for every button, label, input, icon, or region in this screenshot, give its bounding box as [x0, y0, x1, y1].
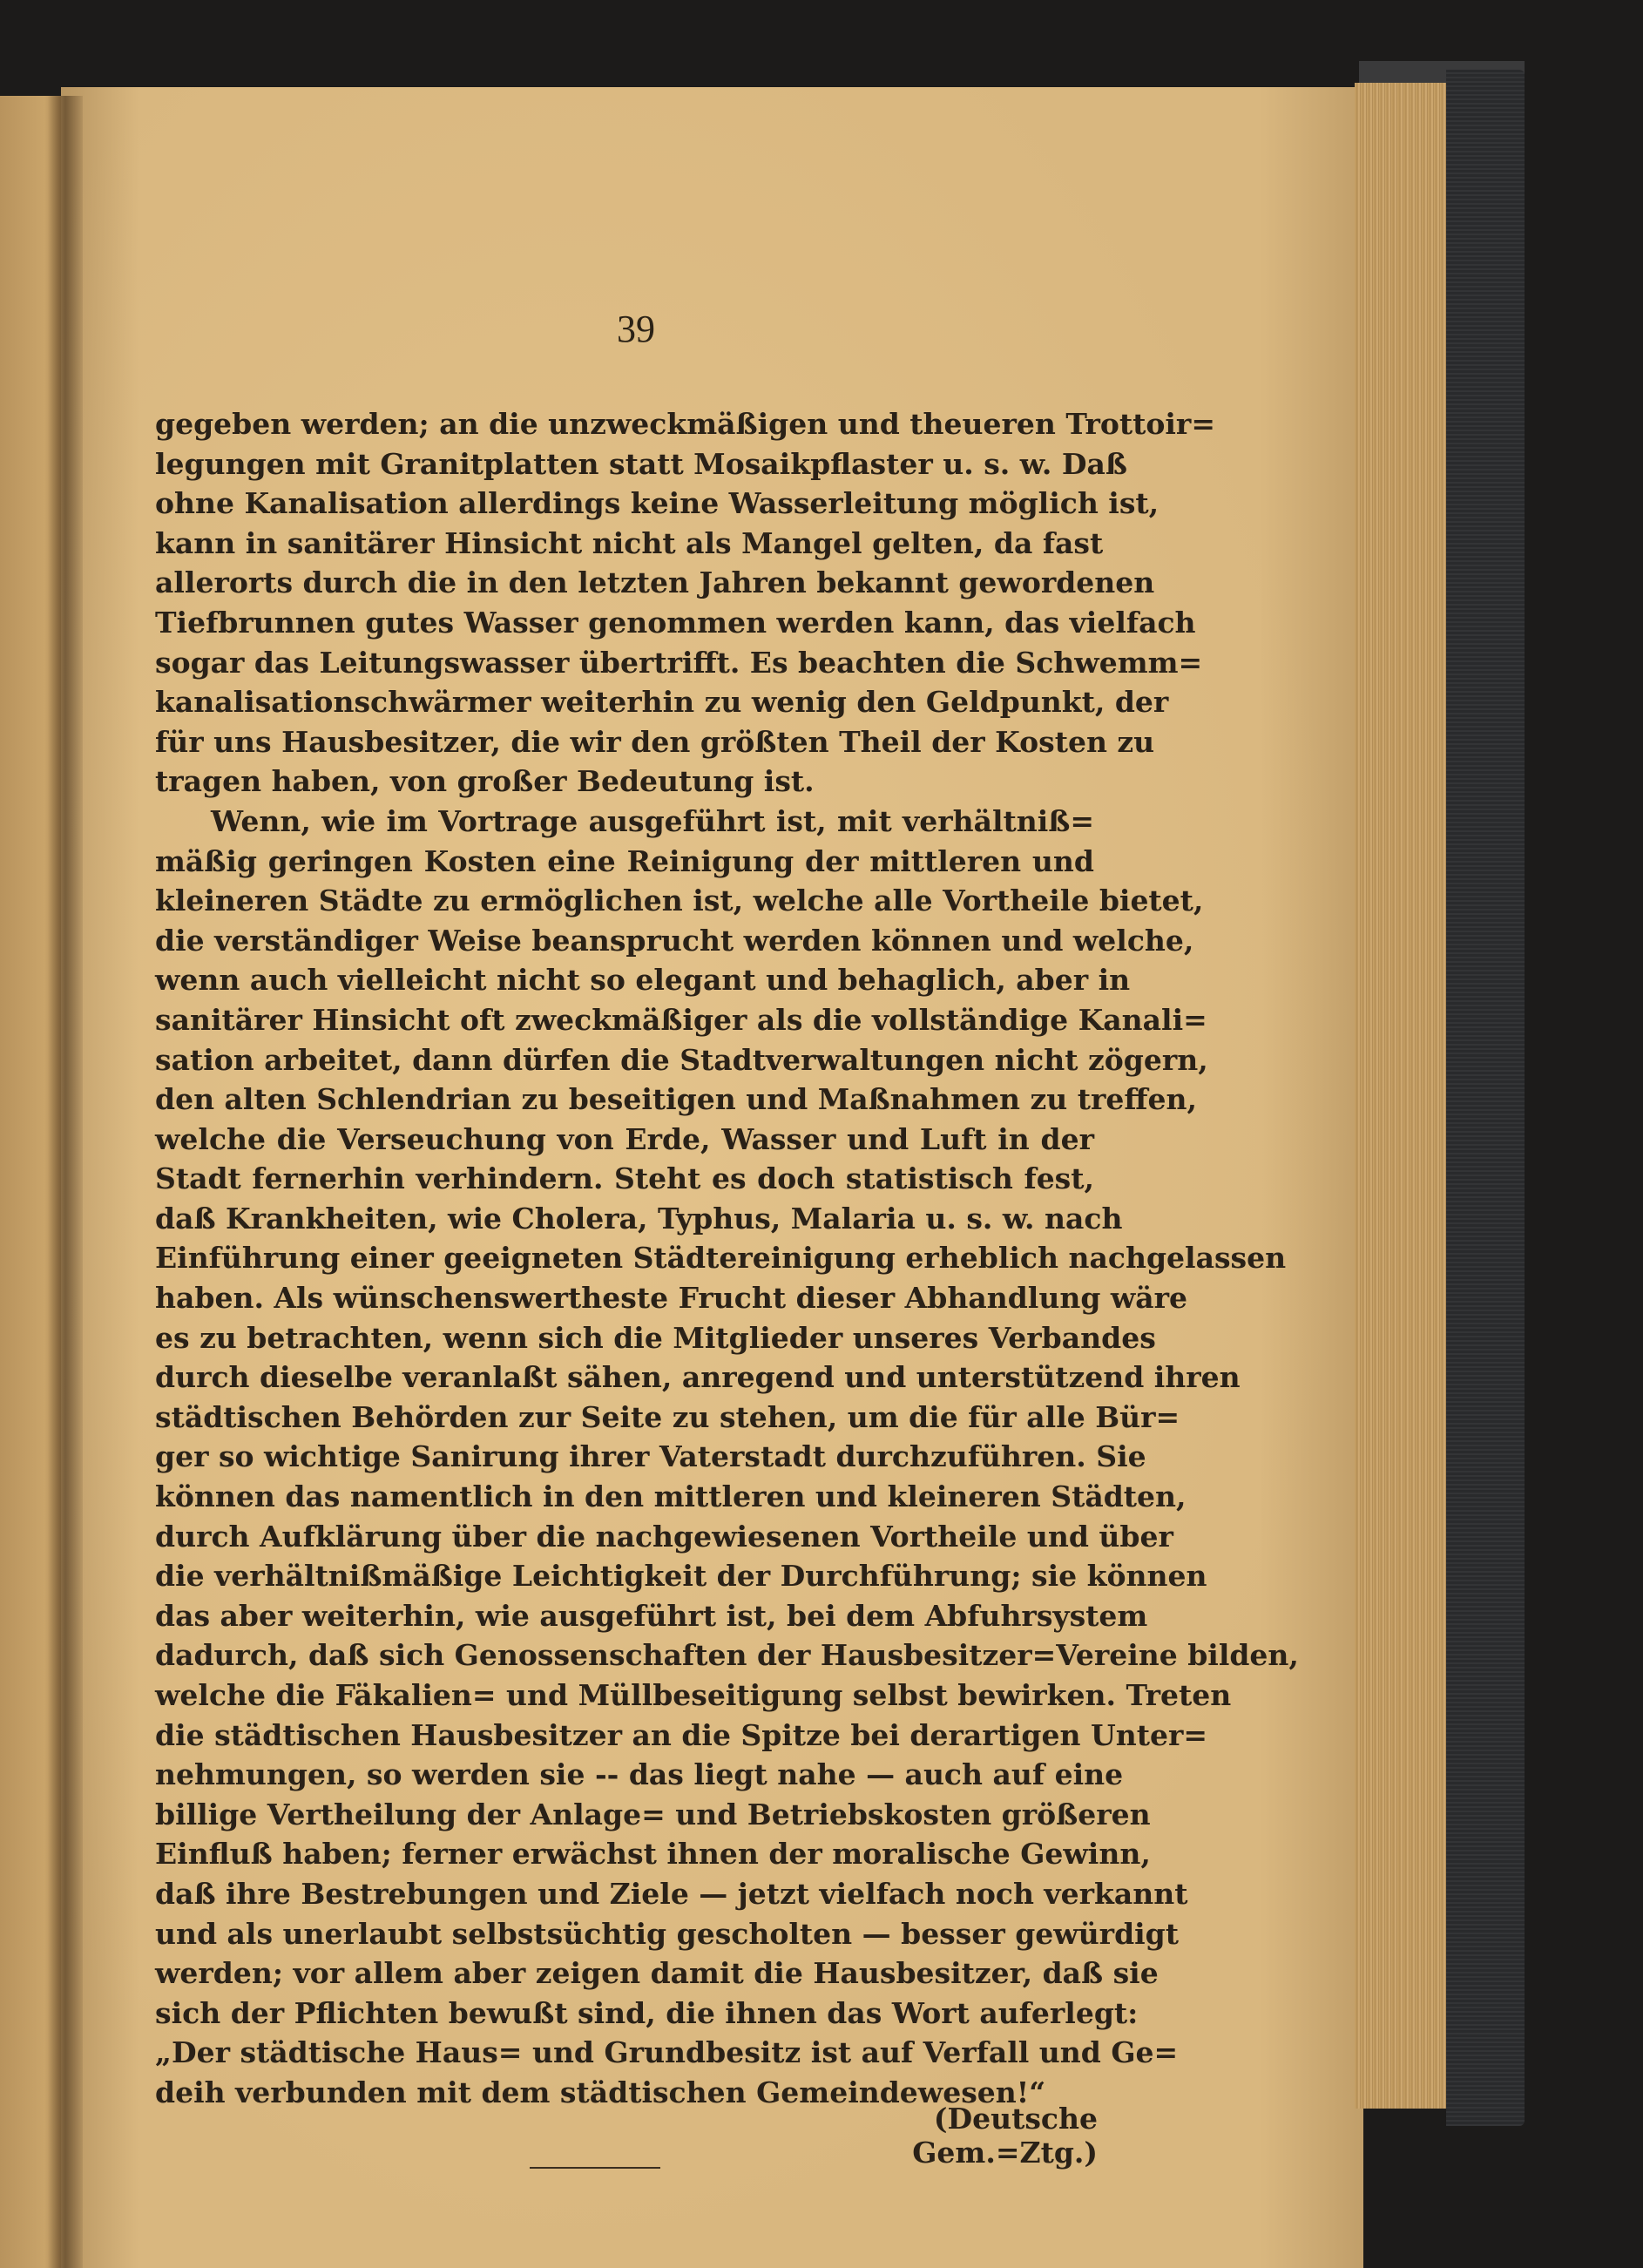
- text-line: sanitärer Hinsicht oft zweckmäßiger als die vollständige Kanali=: [155, 1002, 1207, 1037]
- text-line: gegeben werden; an die unzweckmäßigen und theueren Trottoir=: [155, 407, 1215, 441]
- text-line: ohne Kanalisation allerdings keine Wasserleitung möglich ist,: [155, 486, 1160, 521]
- text-line: welche die Fäkalien= und Müllbeseitigung selbst bewirken. Treten: [155, 1678, 1232, 1712]
- text-line: billige Vertheilung der Anlage= und Betriebskosten größeren: [155, 1797, 1151, 1831]
- text-line: legungen mit Granitplatten statt Mosaikpflaster u. s. w. Daß: [155, 446, 1127, 481]
- text-line: Einfluß haben; ferner erwächst ihnen der moralische Gewinn,: [155, 1837, 1151, 1872]
- page-edges: [1355, 83, 1454, 2109]
- text-line: ger so wichtige Sanirung ihrer Vaterstadt durchzuführen. Sie: [155, 1439, 1146, 1474]
- text-line: die städtischen Hausbesitzer an die Spitze bei derartigen Unter=: [155, 1717, 1208, 1752]
- body-text: [155, 404, 1299, 2113]
- text-line: Tiefbrunnen gutes Wasser genommen werden kann, das vielfach: [155, 605, 1196, 640]
- book-gutter: [48, 96, 83, 2268]
- text-line: die verhältnißmäßige Leichtigkeit der Durchführung; sie können: [155, 1559, 1207, 1594]
- text-line: Stadt fernerhin verhindern. Steht es doch statistisch fest,: [155, 1161, 1094, 1196]
- text-line: können das namentlich in den mittleren und kleineren Städten,: [155, 1479, 1187, 1514]
- text-line: kann in sanitärer Hinsicht nicht als Mangel gelten, da fast: [155, 525, 1104, 560]
- text-line: durch Aufklärung über die nachgewiesenen Vortheile und über: [155, 1519, 1173, 1554]
- text-line: städtischen Behörden zur Seite zu stehen, um die für alle Bür=: [155, 1399, 1180, 1434]
- text-line: dadurch, daß sich Genossenschaften der Hausbesitzer=Vereine bilden,: [155, 1638, 1299, 1673]
- text-line: das aber weiterhin, wie ausgeführt ist, bei dem Abfuhrsystem: [155, 1598, 1148, 1633]
- text-line: mäßig geringen Kosten eine Reinigung der mittleren und: [155, 843, 1094, 878]
- text-line: für uns Hausbesitzer, die wir den größten Theil der Kosten zu: [155, 724, 1155, 759]
- text-line: Wenn, wie im Vortrage ausgeführt ist, mit verhältniß=: [211, 803, 1094, 838]
- text-line: durch dieselbe veranlaßt sähen, anregend und unterstützend ihren: [155, 1360, 1241, 1395]
- text-line: nehmungen, so werden sie -- das liegt nahe — auch auf eine: [155, 1757, 1124, 1792]
- text-line: wenn auch vielleicht nicht so elegant und behaglich, aber in: [155, 963, 1131, 998]
- text-line: haben. Als wünschenswertheste Frucht dieser Abhandlung wäre: [155, 1281, 1188, 1316]
- text-line: werden; vor allem aber zeigen damit die Hausbesitzer, daß sie: [155, 1956, 1159, 1991]
- text-line: den alten Schlendrian zu beseitigen und Maßnahmen zu treffen,: [155, 1082, 1197, 1117]
- book-cover: [1446, 70, 1525, 2126]
- text-line: „Der städtische Haus= und Grundbesitz ist auf Verfall und Ge=: [155, 2035, 1179, 2070]
- text-line: Einführung einer geeigneten Städtereinigung erheblich nachgelassen: [155, 1241, 1287, 1276]
- text-line: kanalisationschwärmer weiterhin zu wenig den Geldpunkt, der: [155, 685, 1169, 720]
- text-line: und als unerlaubt selbstsüchtig gescholten — besser gewürdigt: [155, 1916, 1179, 1951]
- end-rule: [530, 2167, 660, 2169]
- text-line: tragen haben, von großer Bedeutung ist.: [155, 764, 815, 799]
- text-line: welche die Verseuchung von Erde, Wasser und Luft in der: [155, 1121, 1094, 1156]
- text-line: die verständiger Weise beansprucht werden können und welche,: [155, 923, 1194, 958]
- text-line: daß Krankheiten, wie Cholera, Typhus, Malaria u. s. w. nach: [155, 1201, 1123, 1236]
- text-line: sich der Pflichten bewußt sind, die ihnen das Wort auferlegt:: [155, 1995, 1139, 2030]
- text-line: deih verbunden mit dem städtischen Gemeindewesen!“: [155, 2075, 1046, 2109]
- page-number: 39: [617, 308, 655, 350]
- text-line: es zu betrachten, wenn sich die Mitglieder unseres Verbandes: [155, 1320, 1156, 1355]
- text-line: kleineren Städte zu ermöglichen ist, welche alle Vortheile bietet,: [155, 884, 1204, 918]
- text-line: allerorts durch die in den letzten Jahren bekannt gewordenen: [155, 565, 1155, 600]
- text-line: sogar das Leitungswasser übertrifft. Es beachten die Schwemm=: [155, 645, 1203, 680]
- text-line: daß ihre Bestrebungen und Ziele — jetzt vielfach noch verkannt: [155, 1876, 1188, 1911]
- text-line: sation arbeitet, dann dürfen die Stadtverwaltungen nicht zögern,: [155, 1042, 1208, 1077]
- source-citation: (Deutsche Gem.=Ztg.): [912, 2102, 1098, 2170]
